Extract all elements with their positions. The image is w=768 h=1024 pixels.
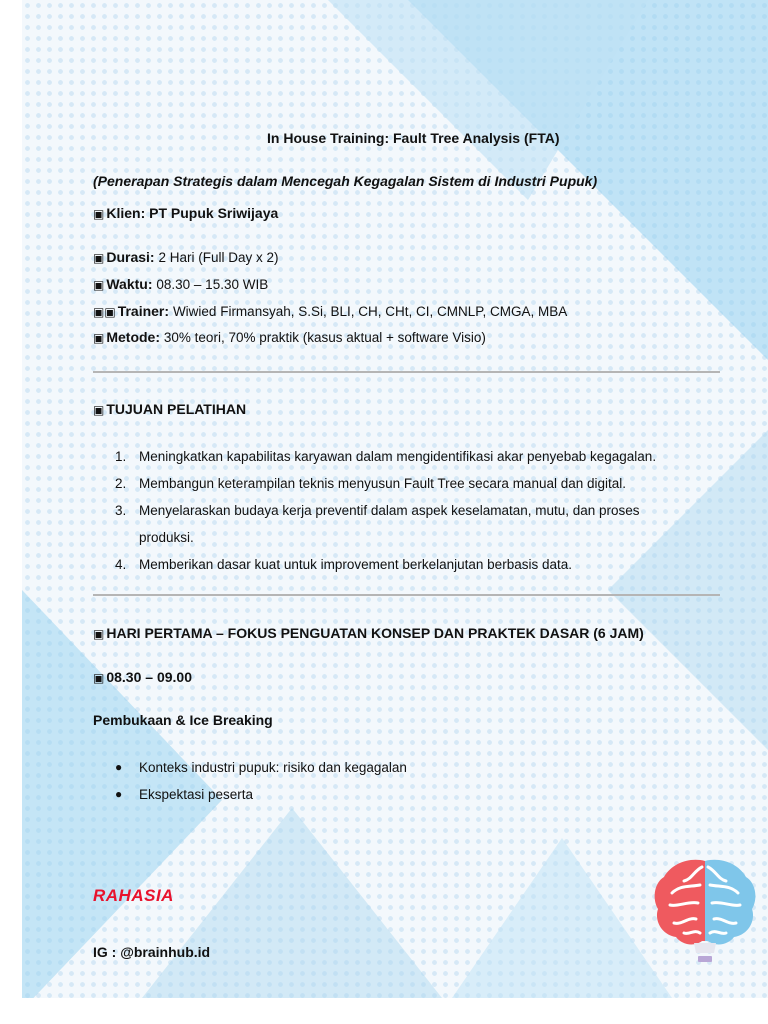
trainer-icon: ▣▣ [93,305,116,319]
bg-triangle-bottom-left [142,808,442,998]
client-line [93,205,278,221]
session-time-text: 08.30 – 09.00 [106,669,192,685]
clock-icon: ▣ [93,278,105,292]
brain-lightbulb-logo [650,855,760,970]
detail-label: Durasi: [106,249,155,265]
target-icon: ▣ [93,403,105,417]
detail-value: 30% teori, 70% praktik (kasus aktual + software Visio) [163,330,486,345]
list-item-text: Memberikan dasar kuat untuk improvement berkelanjutan berbasis data. [139,557,572,572]
list-item [93,497,669,551]
list-item-text: Membangun keterampilan teknis menyusun Fault Tree secara manual dan digital. [139,476,627,491]
detail-value: 2 Hari (Full Day x 2) [158,250,279,265]
detail-value: Wiwied Firmansyah, S.Si, BLI, CH, CHt, CI, CMNLP, CMGA, MBA [172,304,568,319]
document-title: In House Training: Fault Tree Analysis (FTA) [267,130,560,146]
instagram-handle: IG : @brainhub.id [93,944,211,960]
session-bullets [93,754,720,808]
client-label: Klien: PT Pupuk Sriwijaya [106,205,279,221]
session-time [93,669,192,685]
bullet-icon: ● [115,760,123,774]
list-item [93,443,720,470]
list-item-text: Ekspektasi peserta [139,787,254,802]
list-item-text: Menyelaraskan budaya kerja preventif dalam aspek keselamatan, mutu, dan proses produksi. [139,503,640,545]
objectives-heading-text: TUJUAN PELATIHAN [106,401,247,417]
list-number: 3. [115,503,127,518]
list-item [93,754,720,781]
list-item [93,470,720,497]
list-number: 2. [115,476,127,491]
calendar-icon: ▣ [93,251,105,265]
confidential-label: RAHASIA [93,886,174,905]
document-subtitle: (Penerapan Strategis dalam Mencegah Kegagalan Sistem di Industri Pupuk) [93,173,598,189]
detail-label: Waktu: [106,276,153,292]
clock-icon: ▣ [93,671,105,685]
detail-label: Trainer: [117,303,170,319]
list-number: 4. [115,557,127,572]
bg-triangle-top [328,0,648,200]
detail-label: Metode: [106,329,161,345]
day1-heading [93,625,644,641]
list-item-text: Konteks industri pupuk: risiko dan kegagalan [139,760,407,775]
day1-heading-text: HARI PERTAMA – FOKUS PENGUATAN KONSEP DAN PRAKTEK DASAR (6 JAM) [106,625,644,641]
divider [93,594,720,596]
list-item [93,551,720,578]
bullet-icon: ● [115,787,123,801]
list-item-text: Meningkatkan kapabilitas karyawan dalam mengidentifikasi akar penyebab kegagalan. [139,449,657,464]
detail-value: 08.30 – 15.30 WIB [156,277,269,292]
calendar-icon: ▣ [93,627,105,641]
detail-trainer [93,303,567,319]
session-title: Pembukaan & Ice Breaking [93,712,273,728]
detail-time [93,276,268,292]
list-item [93,781,720,808]
detail-duration [93,249,279,265]
list-number: 1. [115,449,127,464]
objectives-list [93,443,720,578]
detail-method [93,329,486,345]
building-icon: ▣ [93,207,105,221]
divider [93,371,720,373]
method-icon: ▣ [93,331,105,345]
bg-triangle-bottom [452,838,672,998]
objectives-heading [93,401,246,417]
